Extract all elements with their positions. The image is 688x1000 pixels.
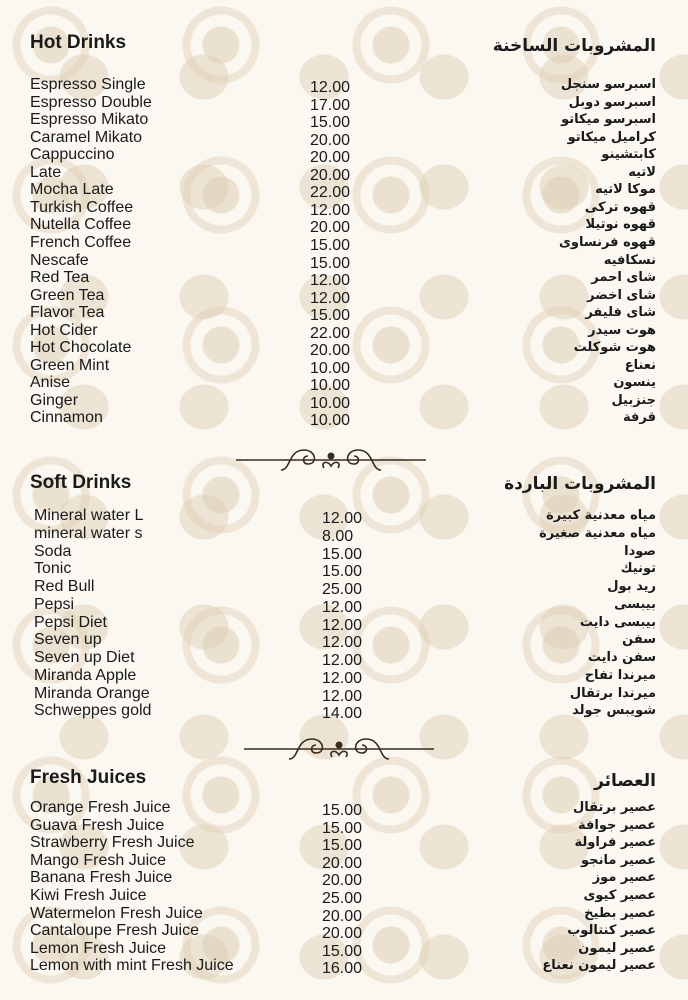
item-name-en: Turkish Coffee	[30, 198, 134, 216]
item-name-en: Mango Fresh Juice	[30, 851, 167, 869]
item-name-en: Nutella Coffee	[30, 216, 132, 234]
menu-item	[0, 129, 688, 147]
item-price: 10.00	[310, 359, 351, 377]
item-price: 20.00	[322, 872, 363, 890]
item-name-ar: شويبس جولد	[572, 703, 656, 719]
menu-item	[0, 543, 688, 561]
item-price: 12.00	[322, 669, 363, 687]
item-price: 12.00	[310, 289, 351, 307]
menu-item	[0, 269, 688, 290]
menu-item	[0, 852, 688, 870]
section-title-en: Soft Drinks	[30, 472, 132, 493]
menu-item	[0, 869, 688, 890]
item-name-ar: عصير ليمون	[578, 940, 656, 956]
item-name-ar: اسبرسو سنجل	[560, 77, 656, 92]
section-title-ar: المشروبات الساخنة	[492, 36, 656, 56]
item-name-ar: عصير ليمون نعناع	[542, 958, 656, 974]
item-name-en: Seven up Diet	[34, 649, 135, 666]
item-name-en: Hot Chocolate	[30, 339, 132, 357]
section-title-ar: المشروبات الباردة	[504, 474, 656, 494]
item-name-ar: سفن	[622, 632, 656, 648]
item-name-ar: مياه معدنية صغيرة	[539, 525, 656, 541]
item-price: 20.00	[310, 219, 351, 237]
item-price: 15.00	[310, 307, 351, 325]
item-name-ar: لاتيه	[628, 164, 656, 180]
menu-item	[0, 94, 688, 112]
item-name-en: Cappuccino	[30, 146, 115, 164]
menu-item	[0, 702, 688, 723]
menu-item	[0, 957, 688, 978]
menu-item	[0, 199, 688, 217]
item-name-ar: نسكافيه	[603, 252, 656, 268]
item-price: 25.00	[322, 890, 363, 907]
item-price: 12.00	[310, 79, 351, 96]
item-name-en: Watermelon Fresh Juice	[30, 904, 203, 922]
section-title-ar: العصائر	[594, 771, 656, 791]
item-price: 15.00	[322, 545, 363, 563]
item-name-en: Cantaloupe Fresh Juice	[30, 922, 199, 940]
item-price: 12.00	[322, 598, 363, 616]
item-name-en: Hot Cider	[30, 321, 98, 339]
item-price: 22.00	[310, 324, 351, 342]
item-name-ar: شاى فليفر	[585, 305, 656, 321]
item-price: 17.00	[310, 96, 351, 114]
item-price: 12.00	[322, 510, 363, 527]
menu-item	[0, 525, 688, 543]
item-name-en: Strawberry Fresh Juice	[30, 834, 195, 852]
item-price: 15.00	[310, 236, 351, 254]
menu-item	[0, 111, 688, 132]
item-price: 10.00	[310, 412, 351, 430]
item-name-ar: جنزبيل	[611, 392, 656, 408]
item-name-en: Ginger	[30, 391, 79, 409]
menu-item	[0, 940, 688, 958]
item-name-ar: عصير كيوى	[583, 888, 656, 903]
item-price: 22.00	[310, 184, 351, 202]
item-name-ar: سفن دايت	[587, 650, 656, 665]
menu-item	[0, 216, 688, 237]
item-price: 12.00	[322, 616, 363, 634]
item-price: 12.00	[310, 272, 351, 290]
item-name-ar: كراميل ميكاتو	[567, 129, 656, 145]
item-name-en: Late	[30, 163, 62, 181]
item-name-en: Lemon with mint Fresh Juice	[30, 957, 234, 975]
menu-item	[0, 631, 688, 652]
item-price: 16.00	[322, 960, 363, 978]
item-price: 10.00	[310, 377, 351, 395]
item-price: 15.00	[310, 114, 351, 132]
menu-item	[0, 339, 688, 360]
item-price: 20.00	[322, 925, 363, 943]
item-name-en: Mineral water L	[34, 507, 144, 524]
item-price: 20.00	[322, 854, 363, 872]
item-name-ar: عصير كنتالوب	[567, 923, 656, 939]
item-name-en: Kiwi Fresh Juice	[30, 887, 147, 904]
item-price: 8.00	[322, 527, 354, 545]
item-price: 20.00	[310, 131, 351, 149]
item-name-ar: قرفة	[623, 410, 656, 426]
menu-item	[0, 817, 688, 835]
item-price: 14.00	[322, 705, 363, 723]
item-name-ar: عصير برتقال	[573, 800, 656, 815]
item-name-ar: موكا لاتيه	[595, 182, 656, 198]
item-name-ar: قهوه فرنساوى	[558, 234, 656, 250]
item-name-en: Espresso Double	[30, 93, 152, 111]
menu-item	[0, 392, 688, 410]
item-name-ar: عصير مانجو	[581, 852, 656, 868]
menu-item	[0, 374, 688, 395]
item-name-en: Green Mint	[30, 356, 110, 374]
item-price: 15.00	[322, 837, 363, 855]
item-name-en: Red Tea	[30, 269, 90, 287]
item-name-ar: نعناع	[624, 357, 656, 373]
item-name-en: Espresso Single	[30, 76, 146, 93]
item-name-ar: عصير فراولة	[574, 835, 656, 851]
item-name-ar: ميرندا برتقال	[569, 685, 656, 701]
menu-item	[0, 596, 688, 614]
item-name-en: Miranda Apple	[34, 666, 137, 684]
menu-item	[0, 560, 688, 581]
item-price: 20.00	[322, 907, 363, 925]
item-name-en: Pepsi	[34, 595, 75, 613]
item-name-en: Flavor Tea	[30, 304, 105, 322]
item-name-ar: هوت شوكلت	[573, 340, 656, 356]
item-name-ar: هوت سيدر	[588, 322, 656, 338]
item-name-en: Tonic	[34, 560, 72, 578]
item-price: 15.00	[322, 563, 363, 581]
item-name-ar: ينسون	[613, 375, 656, 391]
menu-item	[0, 905, 688, 923]
item-price: 20.00	[310, 166, 351, 184]
item-name-ar: ريد بول	[607, 579, 656, 594]
item-price: 15.00	[322, 819, 363, 837]
menu-item	[0, 614, 688, 632]
item-name-en: Soda	[34, 542, 72, 560]
item-name-ar: عصير موز	[592, 870, 656, 886]
item-name-en: mineral water s	[34, 524, 143, 542]
menu-item	[0, 507, 688, 525]
item-name-ar: قهوه تركى	[584, 199, 656, 215]
item-price: 15.00	[310, 254, 351, 272]
item-name-ar: اسبرسو دوبل	[568, 94, 656, 110]
menu-item	[0, 164, 688, 182]
item-name-en: Pepsi Diet	[34, 613, 107, 631]
menu-item	[0, 252, 688, 270]
item-name-en: Anise	[30, 374, 71, 392]
item-price: 12.00	[322, 634, 363, 652]
menu-item	[0, 799, 688, 817]
item-name-en: Caramel Mikato	[30, 128, 143, 146]
item-name-ar: عصير بطيخ	[584, 905, 656, 921]
item-price: 12.00	[322, 687, 363, 705]
item-name-en: Banana Fresh Juice	[30, 869, 173, 887]
item-price: 12.00	[322, 652, 363, 669]
item-name-en: French Coffee	[30, 233, 132, 251]
menu-item	[0, 181, 688, 202]
item-name-en: Nescafe	[30, 251, 89, 269]
item-price: 15.00	[322, 942, 363, 960]
ornament-divider	[244, 733, 434, 763]
menu-item	[0, 685, 688, 703]
item-price: 15.00	[322, 802, 363, 819]
menu-item	[0, 409, 688, 430]
menu-item	[0, 146, 688, 167]
menu-item	[0, 287, 688, 305]
section-title-en: Fresh Juices	[30, 767, 147, 788]
menu-item	[0, 234, 688, 252]
ornament-divider	[236, 444, 426, 474]
item-name-ar: تونيك	[620, 561, 656, 577]
item-name-ar: قهوه نوتيلا	[585, 217, 656, 233]
item-name-ar: بيبسى دايت	[579, 614, 656, 630]
item-name-en: Espresso Mikato	[30, 111, 149, 129]
item-price: 20.00	[310, 342, 351, 360]
item-name-ar: شاى اخضر	[587, 287, 656, 303]
item-name-en: Mocha Late	[30, 181, 114, 199]
item-name-en: Lemon Fresh Juice	[30, 939, 167, 957]
item-name-en: Seven up	[34, 631, 102, 649]
item-price: 25.00	[322, 581, 363, 598]
menu-item	[0, 649, 688, 667]
item-name-ar: ميرندا تفاح	[584, 667, 656, 683]
item-name-en: Schweppes gold	[34, 702, 152, 720]
item-name-en: Green Tea	[30, 286, 105, 304]
menu-item	[0, 357, 688, 375]
item-name-ar: صودا	[624, 543, 656, 559]
section-title-en: Hot Drinks	[30, 32, 127, 53]
item-name-ar: كابتشينو	[601, 147, 656, 163]
item-name-ar: عصير جوافة	[578, 817, 656, 833]
menu-item	[0, 322, 688, 340]
menu-item	[0, 76, 688, 94]
item-name-ar: مياه معدنية كبيرة	[546, 508, 656, 523]
menu-item	[0, 578, 688, 596]
item-price: 12.00	[310, 201, 351, 219]
menu-item	[0, 667, 688, 685]
item-name-ar: شاى احمر	[591, 270, 656, 286]
item-name-en: Orange Fresh Juice	[30, 799, 171, 816]
menu-item	[0, 834, 688, 855]
item-price: 20.00	[310, 149, 351, 167]
menu-item	[0, 304, 688, 325]
item-price: 10.00	[310, 394, 351, 412]
item-name-en: Guava Fresh Juice	[30, 816, 165, 834]
item-name-ar: اسبرسو ميكاتو	[561, 112, 656, 128]
menu-item	[0, 922, 688, 943]
item-name-en: Cinnamon	[30, 409, 103, 427]
item-name-en: Miranda Orange	[34, 684, 150, 702]
menu-item	[0, 887, 688, 905]
item-name-en: Red Bull	[34, 578, 95, 595]
item-name-ar: بيبسى	[614, 596, 656, 612]
